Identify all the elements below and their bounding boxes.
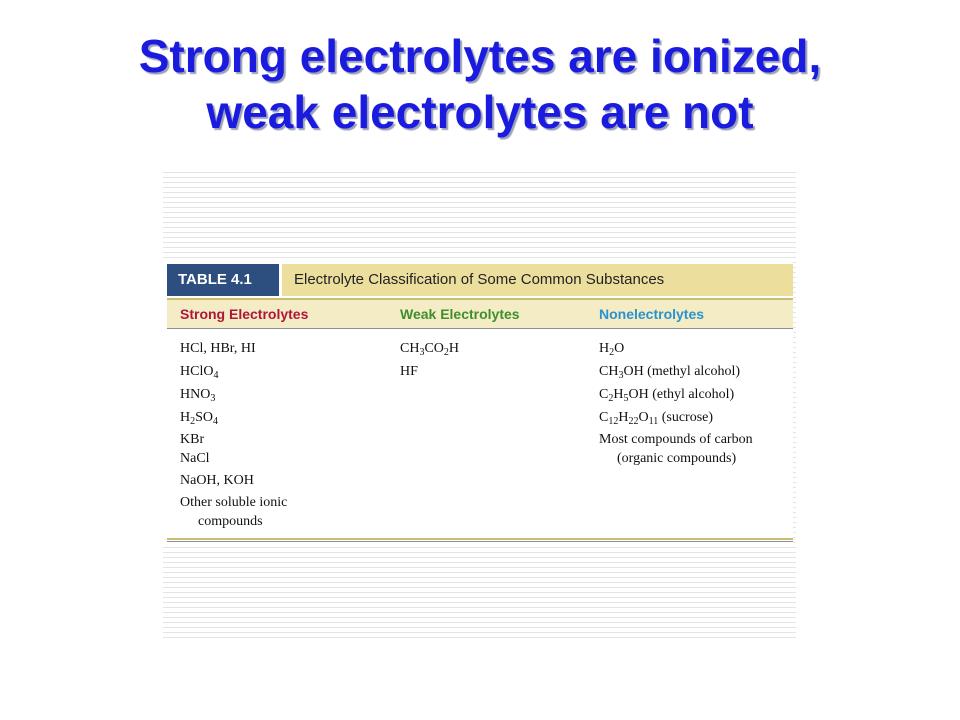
table-cell: KBr xyxy=(180,432,205,447)
table-cell: HF xyxy=(400,364,418,379)
table-label-badge: TABLE 4.1 xyxy=(167,264,279,296)
column-weak xyxy=(400,338,459,382)
slide-title xyxy=(0,28,960,140)
column-non xyxy=(599,338,753,468)
table-cell: HClO$_4$ xyxy=(180,364,219,381)
table-cell: $C_2H_5OH$ (ethyl alcohol) xyxy=(599,387,735,404)
column-heading-non: Nonelectrolytes xyxy=(599,306,705,322)
bottom-rule-thin xyxy=(167,541,793,542)
column-heading-strong: Strong Electrolytes xyxy=(180,306,309,322)
title-line-1: Strong electrolytes are ionized, xyxy=(138,30,822,82)
table-cell: NaCl xyxy=(180,451,210,466)
table-cell: Other soluble ionic compounds xyxy=(180,495,288,529)
table-cell: Most compounds of carbon (organic compounds) xyxy=(599,432,753,466)
table-header xyxy=(167,264,793,296)
table-cell: $HNO_3$ xyxy=(180,387,216,404)
title-line-2: weak electrolytes are not xyxy=(206,86,754,138)
column-heading-weak: Weak Electrolytes xyxy=(400,306,520,322)
table-cell: NaOH, KOH xyxy=(180,473,254,488)
column-strong xyxy=(180,338,287,531)
table-cell: $C_{12}H_{22}O_{11}$ (sucrose) xyxy=(599,410,714,427)
heading-rule xyxy=(167,328,793,329)
bottom-rule xyxy=(167,538,793,540)
table-cell: $H_2SO_4$ xyxy=(180,410,219,427)
table-cell: $H_2O$ xyxy=(599,341,625,358)
table-cell: $CH_3CO_2H$ xyxy=(400,341,460,358)
electrolyte-table xyxy=(163,262,793,544)
table-caption: Electrolyte Classification of Some Common Substances xyxy=(282,264,793,296)
table-cell: HCl, HBr, HI xyxy=(180,341,256,356)
table-cell: $CH_3OH$ (methyl alcohol) xyxy=(599,364,741,381)
